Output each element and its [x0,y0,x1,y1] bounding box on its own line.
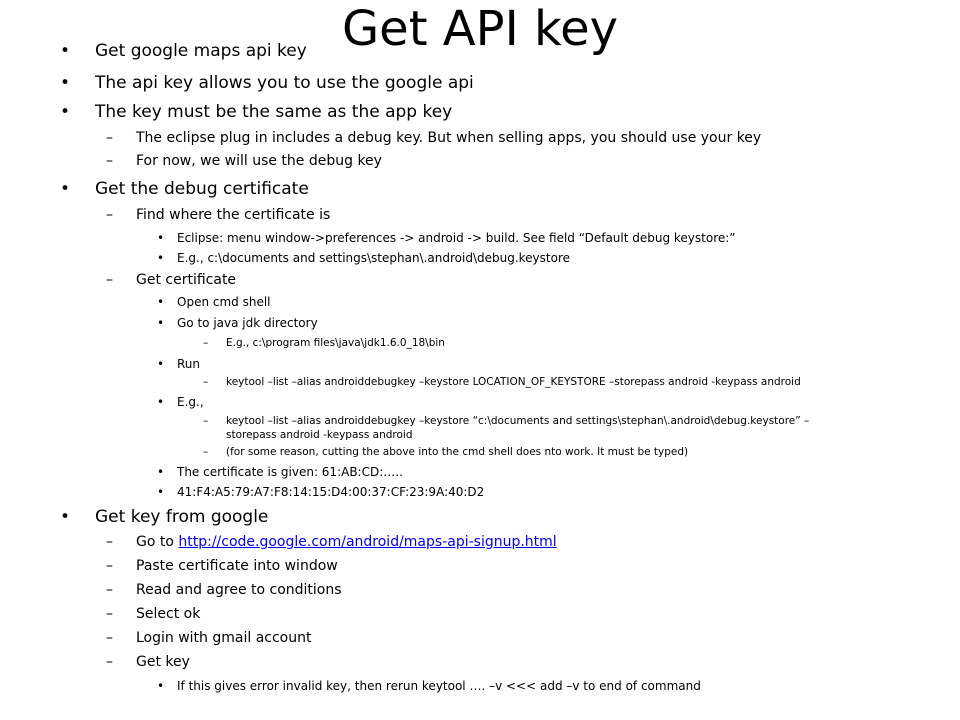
bullet-marker: • [157,231,165,245]
bullet-marker: • [157,395,165,409]
subsub-run: Run [177,357,201,371]
sub-eclipse-plug-in: The eclipse plug in includes a debug key. But when selling apps, you should use your key [136,130,762,146]
subsub-eclipse-menu: Eclipse: menu window->preferences -> android -> build. See field “Default debug keystore:” [177,231,736,245]
bullet-get-key-from-google: Get key from google [95,507,269,527]
slide-title: Get API key [341,1,619,57]
dash-marker: – [106,558,113,574]
maps-api-signup-link[interactable]: http://code.google.com/android/maps-api-signup.html [178,534,557,550]
bullet-get-debug-certificate: Get the debug certificate [95,179,309,199]
bullet-get-google-maps-api-key: Get google maps api key [95,41,307,61]
dash-marker: – [106,153,113,169]
bullet-marker: • [60,507,71,527]
go-to-prefix: Go to [136,534,179,550]
dash-marker: – [203,446,209,458]
subsub-certificate-fingerprint: 41:F4:A5:79:A7:F8:14:15:D4:00:37:CF:23:9A:40:D2 [177,485,485,499]
bullet-marker: • [60,179,71,199]
bullet-marker: • [157,295,165,309]
bullet-marker: • [60,102,71,122]
bullet-marker: • [157,465,165,479]
sub-login-gmail: Login with gmail account [136,630,312,646]
level4-keytool-command: keytool –list –alias androiddebugkey –keystore LOCATION_OF_KEYSTORE –storepass android -keypass android [226,376,801,388]
bullet-marker: • [157,357,165,371]
sub-for-now-debug-key: For now, we will use the debug key [136,153,382,169]
dash-marker: – [203,337,209,349]
dash-marker: – [106,534,113,550]
sub-read-agree: Read and agree to conditions [136,582,342,598]
subsub-java-jdk-dir: Go to java jdk directory [177,316,318,330]
sub-select-ok: Select ok [136,606,201,622]
bullet-marker: • [60,73,71,93]
dash-marker: – [106,630,113,646]
dash-marker: – [203,376,209,388]
dash-marker: – [106,272,113,288]
bullet-marker: • [60,41,71,61]
level4-keytool-example-line2: storepass android -keypass android [226,429,413,441]
level4-jdk-path: E.g., c:\program files\java\jdk1.6.0_18\bin [226,337,445,349]
subsub-eg: E.g., [177,395,204,409]
subsub-invalid-key-note: If this gives error invalid key, then rerun keytool …. –v <<< add –v to end of command [177,679,701,693]
dash-marker: – [203,415,209,427]
sub-go-to-link [136,534,557,550]
bullet-marker: • [157,679,165,693]
bullet-marker: • [157,485,165,499]
bullet-marker: • [157,251,165,265]
sub-paste-certificate: Paste certificate into window [136,558,338,574]
dash-marker: – [106,606,113,622]
bullet-key-same-as-app-key: The key must be the same as the app key [95,102,453,122]
subsub-open-cmd-shell: Open cmd shell [177,295,271,309]
bullet-marker: • [157,316,165,330]
dash-marker: – [106,654,113,670]
sub-find-certificate: Find where the certificate is [136,207,331,223]
sub-get-key: Get key [136,654,190,670]
level4-cutting-note: (for some reason, cutting the above into the cmd shell does nto work. It must be typed) [226,446,689,458]
dash-marker: – [106,130,113,146]
bullet-api-key-allows: The api key allows you to use the google api [95,73,474,93]
sub-get-certificate: Get certificate [136,272,237,288]
dash-marker: – [106,207,113,223]
subsub-certificate-given: The certificate is given: 61:AB:CD:….. [177,465,403,479]
subsub-keystore-path: E.g., c:\documents and settings\stephan\.android\debug.keystore [177,251,571,265]
level4-keytool-example-line1: keytool –list –alias androiddebugkey –keystore “c:\documents and settings\stephan\.android\debug.keystore” – [226,415,810,427]
dash-marker: – [106,582,113,598]
